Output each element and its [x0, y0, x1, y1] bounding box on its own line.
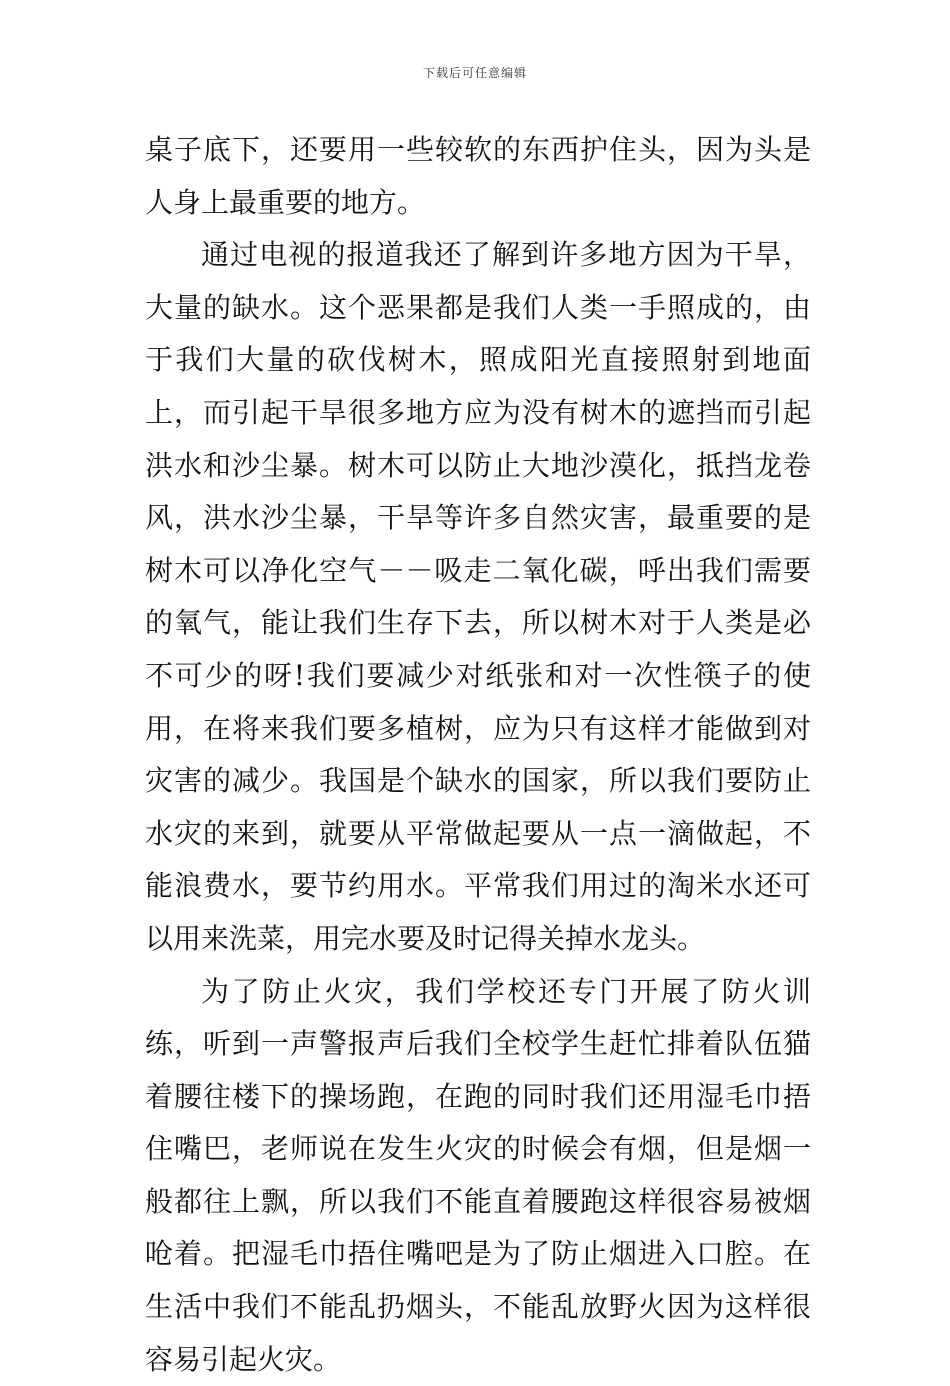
paragraph-water-shortage: 通过电视的报道我还了解到许多地方因为干旱，大量的缺水。这个恶果都是我们人类一手照成的，由于我们大量的砍伐树木，照成阳光直接照射到地面上，而引起干旱很多地方应为没有树木的遮挡而引起洪水和沙尘暴。树木可以防止大地沙漠化，抵挡龙卷风，洪水沙尘暴，干旱等许多自然灾害，最重要的是树木可以净化空气－－吸走二氧化碳，呼出我们需要的氧气，能让我们生存下去，所以树木对于人类是必不可少的呀!我们要减少对纸张和对一次性筷子的使用，在将来我们要多植树，应为只有这样才能做到对灾害的减少。我国是个缺水的国家，所以我们要防止水灾的来到，就要从平常做起要从一点一滴做起，不能浪费水，要节约用水。平常我们用过的淘米水还可以用来洗菜，用完水要及时记得关掉水龙头。 — [145, 229, 811, 965]
paragraph-fire-drill: 为了防止火灾，我们学校还专门开展了防火训练，听到一声警报声后我们全校学生赶忙排着队伍猫着腰往楼下的操场跑，在跑的同时我们还用湿毛巾捂住嘴巴，老师说在发生火灾的时候会有烟，但是烟一般都往上飘，所以我们不能直着腰跑这样很容易被烟呛着。把湿毛巾捂住嘴吧是为了防止烟进入口腔。在生活中我们不能乱扔烟头，不能乱放野火因为这样很容易引起火灾。 — [145, 966, 811, 1386]
page-header-note: 下载后可任意编辑 — [0, 64, 950, 81]
paragraph-continuation: 桌子底下，还要用一些较软的东西护住头，因为头是人身上最重要的地方。 — [145, 124, 811, 229]
document-body — [145, 124, 811, 1386]
